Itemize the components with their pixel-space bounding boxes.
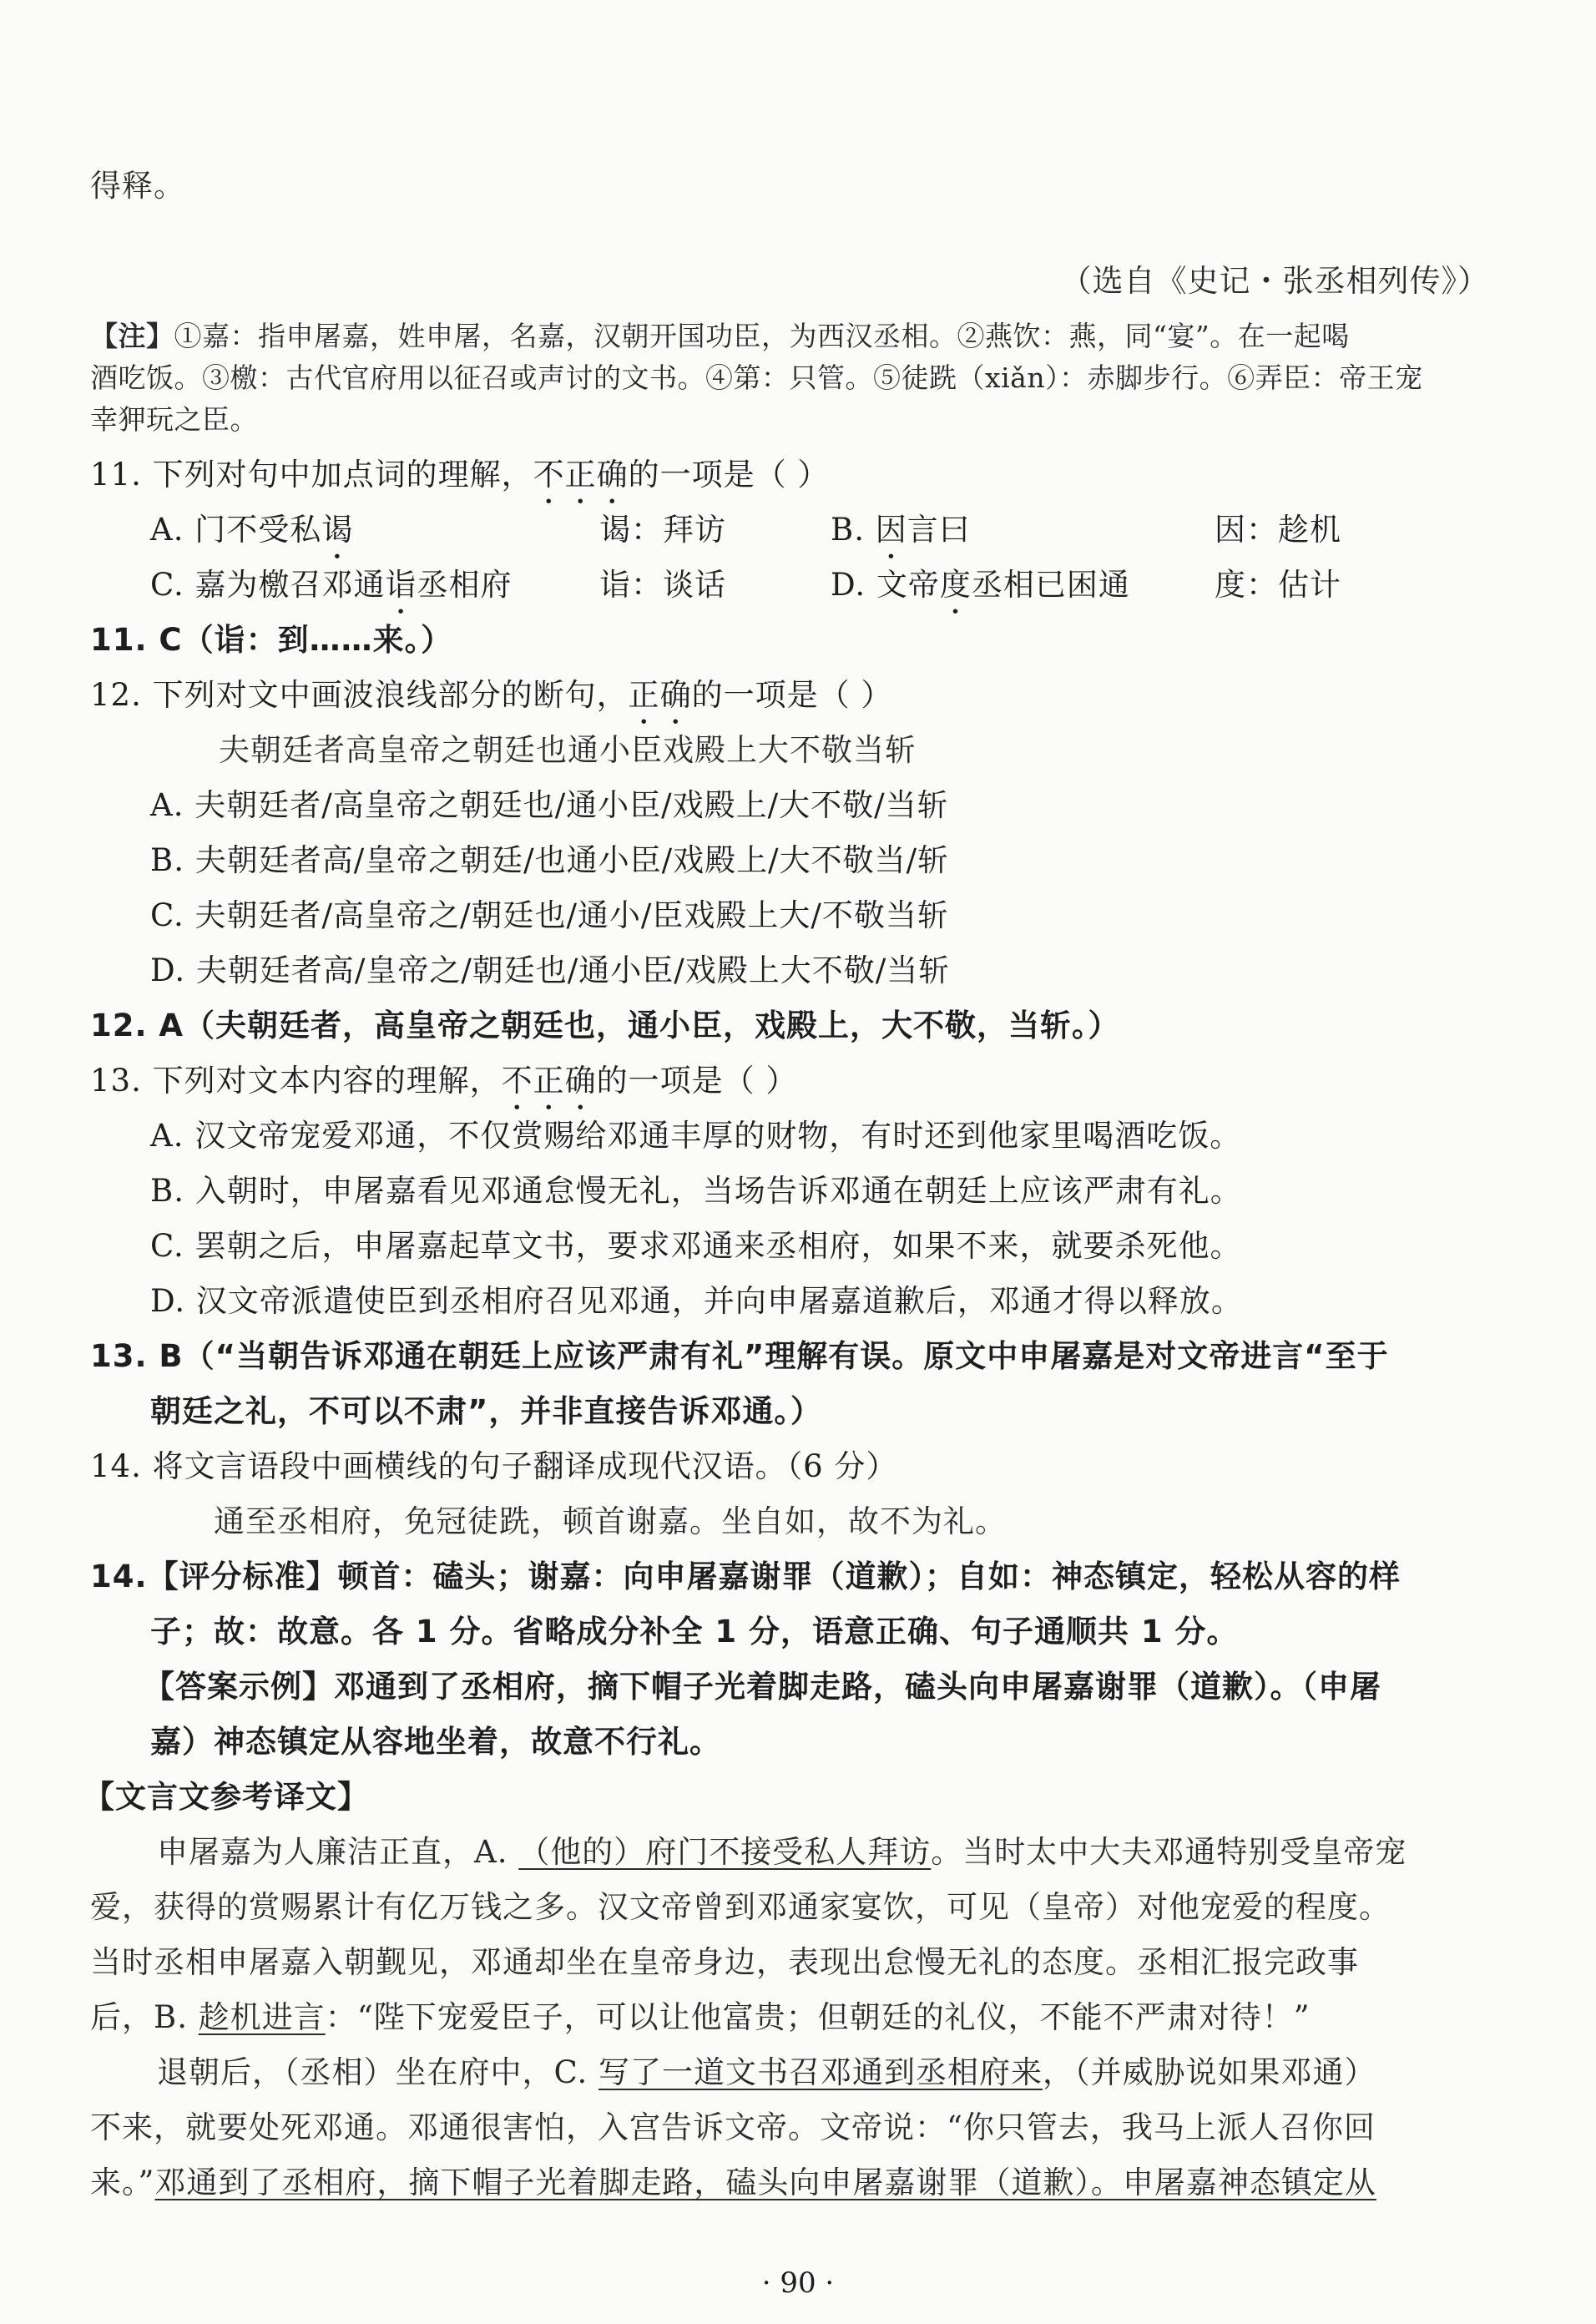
translation-text: 退朝后，（丞相）坐在府中，C. — [157, 2054, 599, 2090]
translation-line — [90, 2162, 1479, 2204]
option-b-gloss: 因：趁机 — [1215, 512, 1341, 548]
question-12-option-d: D. 夫朝廷者高/皇帝之/朝廷也/通小臣/戏殿上大不敬/当斩 — [150, 952, 951, 988]
translation-line — [90, 1997, 1479, 2039]
option-b — [831, 509, 971, 566]
underlined-text: 趁机进言 — [198, 1999, 326, 2035]
question-12-stem — [90, 674, 1479, 731]
question-14-stem: 14. 将文言语段中画横线的句子翻译成现代汉语。（6 分） — [90, 1448, 898, 1484]
question-13-stem — [90, 1060, 1479, 1117]
question-12-passage: 夫朝廷者高皇帝之朝廷也通小臣戏殿上大不敬当斩 — [219, 732, 917, 768]
text-line: 得释。 — [90, 168, 185, 204]
dotted-word: 谒 — [321, 512, 354, 548]
stem-text: 12. 下列对文中画波浪线部分的断句， — [90, 677, 629, 713]
page-number: · 90 · — [761, 2266, 835, 2300]
stem-text: 的一项是（ ） — [596, 1063, 798, 1099]
note-line-2: 酒吃饭。③檄：古代官府用以征召或声讨的文书。④第：只管。⑤徒跣（xiǎn）：赤脚步行。⑥弄臣：帝王宠 — [90, 361, 1423, 394]
answer-example-line-2: 嘉）神态镇定从容地坐着，故意不行礼。 — [150, 1724, 721, 1760]
stem-text: 11. 下列对句中加点词的理解， — [90, 457, 533, 493]
dotted-word: 因 — [875, 512, 907, 548]
answer-example-line-1: 【答案示例】邓通到了丞相府，摘下帽子光着脚走路，磕头向申屠嘉谢罪（道歉）。（申屠 — [144, 1669, 1381, 1705]
question-14-sentence: 通至丞相府，免冠徒跣，顿首谢嘉。坐自如，故不为礼。 — [214, 1503, 1007, 1539]
translation-text: ：“陛下宠爱臣子，可以让他富贵；但朝廷的礼仪，不能不严肃对待！” — [325, 1999, 1311, 2035]
option-c-gloss: 诣：谈话 — [599, 567, 726, 603]
dotted-word: 诣 — [385, 567, 417, 603]
question-12-option-a: A. 夫朝廷者/高皇帝之朝廷也/通小臣/戏殿上/大不敬/当斩 — [150, 787, 949, 823]
question-11-stem — [90, 454, 1479, 511]
translation-text: ，（并威胁说如果邓通） — [1043, 2054, 1376, 2090]
translation-text: 后，B. — [90, 1999, 199, 2035]
answer-12: 12. A（夫朝廷者，高皇帝之朝廷也，通小臣，戏殿上，大不敬，当斩。） — [90, 1008, 1120, 1043]
option-a-gloss: 谒：拜访 — [599, 512, 726, 548]
stem-text: 13. 下列对文本内容的理解， — [90, 1063, 502, 1099]
answer-13-line-1: 13. B（“当朝告诉邓通在朝廷上应该严肃有礼”理解有误。原文中申屠嘉是对文帝进言“至于 — [90, 1338, 1389, 1374]
option-text: A. 门不受私 — [150, 512, 322, 548]
stem-text: 的一项是（ ） — [691, 677, 893, 713]
underlined-text: 写了一道文书召邓通到丞相府来 — [598, 2054, 1043, 2090]
translation-line — [157, 1831, 1479, 1873]
option-text: 言曰 — [907, 512, 971, 548]
question-13-option-d: D. 汉文帝派遣使臣到丞相府召见邓通，并向申屠嘉道歉后，邓通才得以释放。 — [150, 1283, 1243, 1319]
translation-line: 爱，获得的赏赐累计有亿万钱之多。汉文帝曾到邓通家宴饮，可见（皇帝）对他宠爱的程度。 — [90, 1889, 1391, 1925]
emphasis-text: 不正确 — [533, 457, 629, 493]
translation-line — [157, 2052, 1479, 2094]
option-text: B. — [831, 512, 876, 548]
option-d — [831, 564, 1130, 621]
underlined-text: （他的）府门不接受私人拜访 — [518, 1834, 932, 1870]
note-line-1 — [90, 316, 1479, 357]
scoring-line-2: 子；故：故意。各 1 分。省略成分补全 1 分，语意正确、句子通顺共 1 分。 — [150, 1614, 1239, 1650]
question-12-option-b: B. 夫朝廷者高/皇帝之朝廷/也通小臣/戏殿上/大不敬当/斩 — [150, 842, 950, 878]
question-13-option-a: A. 汉文帝宠爱邓通，不仅赏赐给邓通丰厚的财物，有时还到他家里喝酒吃饭。 — [150, 1118, 1242, 1154]
note-line-3: 幸狎玩之臣。 — [90, 403, 258, 436]
note-tag: 【注】 — [90, 320, 174, 352]
option-d-gloss: 度：估计 — [1215, 567, 1341, 603]
option-text: 丞相已困通 — [971, 567, 1130, 603]
question-12-option-c: C. 夫朝廷者/高皇帝之/朝廷也/通小/臣戏殿上大/不敬当斩 — [150, 897, 949, 933]
underlined-text: 邓通到了丞相府，摘下帽子光着脚走路，磕头向申屠嘉谢罪（道歉）。申屠嘉神态镇定从 — [154, 2165, 1376, 2200]
dotted-word: 度 — [939, 567, 972, 603]
emphasis-text: 不正确 — [501, 1063, 597, 1099]
note-text: ①嘉：指申屠嘉，姓申屠，名嘉，汉朝开国功臣，为西汉丞相。②燕饮：燕，同“宴”。在一起喝 — [174, 320, 1350, 352]
translation-line: 当时丞相申屠嘉入朝觐见，邓通却坐在皇帝身边，表现出怠慢无礼的态度。丞相汇报完政事 — [90, 1944, 1359, 1980]
translation-heading: 【文言文参考译文】 — [83, 1779, 369, 1815]
option-a — [150, 509, 353, 566]
option-text: C. 嘉为檄召邓通 — [150, 567, 386, 603]
option-text: 丞相府 — [417, 567, 513, 603]
question-13-option-c: C. 罢朝之后，申屠嘉起草文书，要求邓通来丞相府，如果不来，就要杀死他。 — [150, 1228, 1242, 1264]
emphasis-text: 正确 — [628, 677, 692, 713]
option-c — [150, 564, 513, 621]
translation-text: 申屠嘉为人廉洁正直，A. — [157, 1834, 519, 1870]
option-text: D. 文帝 — [831, 567, 940, 603]
translation-line: 不来，就要处死邓通。邓通很害怕，入宫告诉文帝。文帝说：“你只管去，我马上派人召你回 — [90, 2109, 1376, 2145]
translation-text: 来。” — [90, 2165, 155, 2200]
translation-text: 。当时太中大夫邓通特别受皇帝宠 — [931, 1834, 1407, 1870]
answer-13-line-2: 朝廷之礼，不可以不肃”，并非直接告诉邓通。） — [150, 1393, 822, 1429]
stem-text: 的一项是（ ） — [628, 457, 830, 493]
scoring-line-1: 14.【评分标准】顿首：磕头；谢嘉：向申屠嘉谢罪（道歉）；自如：神态镇定，轻松从容的样 — [90, 1559, 1402, 1594]
source-citation: （选自《史记・张丞相列传》） — [1060, 263, 1489, 299]
question-13-option-b: B. 入朝时，申屠嘉看见邓通怠慢无礼，当场告诉邓通在朝廷上应该严肃有礼。 — [150, 1173, 1242, 1209]
answer-11: 11. C（诣：到……来。） — [90, 622, 453, 658]
